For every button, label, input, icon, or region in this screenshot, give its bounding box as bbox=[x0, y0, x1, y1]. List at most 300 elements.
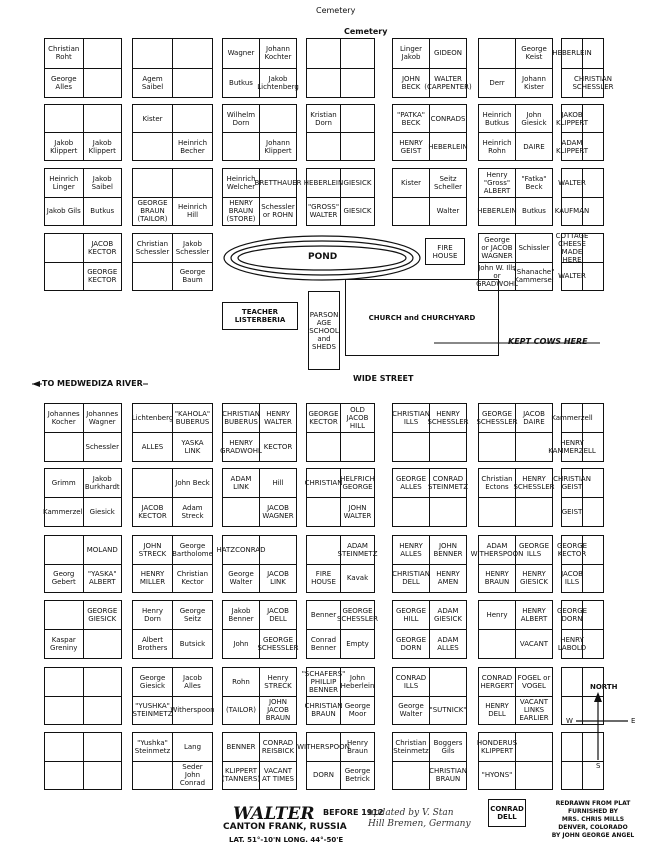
lot-owner: HELFRICH GEORGE bbox=[340, 475, 375, 491]
lot-cell bbox=[172, 68, 213, 99]
pond-label: POND bbox=[308, 252, 338, 262]
lot-cell bbox=[306, 535, 341, 565]
lot-owner: MOLAND bbox=[86, 545, 118, 554]
lot-owner: Jakob Lichtenberg bbox=[257, 74, 299, 91]
lot-cell bbox=[556, 600, 588, 630]
lot-cell bbox=[478, 696, 516, 726]
lot-cell bbox=[83, 168, 123, 198]
lot-owner: Kister bbox=[400, 178, 422, 187]
teacher-box: TEACHER LISTERBERIA bbox=[222, 302, 298, 330]
lot-cell bbox=[222, 761, 260, 791]
lot-cell bbox=[44, 403, 84, 433]
lot-cell bbox=[83, 600, 123, 630]
lot-cell bbox=[83, 432, 123, 462]
lot-owner: GEORGE SCHESSLER bbox=[476, 410, 518, 426]
compass-east: E bbox=[631, 717, 636, 725]
lot-cell bbox=[340, 432, 375, 462]
lot-owner: HENRY DELL bbox=[485, 702, 509, 719]
lot-cell bbox=[132, 233, 173, 263]
lot-cell bbox=[555, 104, 589, 133]
lot-cell bbox=[306, 600, 341, 630]
lot-owner: Witherspoon bbox=[170, 706, 215, 715]
lot-owner: HENRY AMEN bbox=[436, 570, 460, 587]
lot-cell bbox=[340, 168, 375, 198]
lot-owner: Walter bbox=[436, 207, 460, 216]
lot-owner: Kristian Dorn bbox=[310, 110, 337, 127]
lot-cell bbox=[337, 535, 378, 565]
lot-cell bbox=[557, 629, 587, 659]
lot-cell bbox=[306, 197, 341, 227]
lot-owner: HENRY MILLER bbox=[139, 570, 166, 587]
lot-cell bbox=[222, 600, 260, 630]
lot-cell bbox=[44, 197, 84, 227]
lot-cell bbox=[132, 168, 173, 198]
lot-cell bbox=[222, 667, 260, 697]
lot-owner: "Shanache" Kammersel bbox=[513, 268, 555, 285]
lot-cell bbox=[515, 535, 553, 565]
lot-cell bbox=[340, 403, 375, 433]
lot-cell bbox=[172, 432, 213, 462]
lot-cell bbox=[259, 600, 297, 630]
lot-cell bbox=[306, 403, 341, 433]
lot-owner: "Yushka" Steinmetz bbox=[134, 738, 171, 755]
lot-owner: VACANT AT TIMES bbox=[262, 767, 294, 784]
lot-cell bbox=[429, 667, 467, 697]
lot-owner: GEORGE SCHESSLER bbox=[257, 636, 299, 652]
lot-cell bbox=[306, 497, 341, 527]
lot-owner: HATZCONRAD bbox=[216, 545, 266, 554]
lot-cell bbox=[429, 38, 467, 69]
lot-cell bbox=[44, 629, 84, 659]
lot-cell bbox=[83, 104, 123, 133]
lot-owner: KECTOR bbox=[263, 443, 293, 451]
lot-cell bbox=[429, 564, 467, 594]
lot-cell bbox=[478, 761, 516, 791]
lot-cell bbox=[429, 197, 467, 227]
lot-cell bbox=[132, 468, 173, 498]
lot-owner: Schissler bbox=[518, 243, 550, 252]
lot-owner: FOGEL or VOGEL bbox=[517, 673, 551, 690]
lot-cell bbox=[172, 104, 213, 133]
lot-cell bbox=[172, 600, 213, 630]
lot-owner: "SCHAFERS" PHILLIP BENNER bbox=[301, 669, 346, 694]
lot-cell bbox=[44, 696, 84, 726]
lot-owner: George Walter bbox=[398, 702, 424, 719]
lot-owner: WALTER (CARPENTER) bbox=[424, 74, 472, 91]
lot-owner: George Keist bbox=[521, 45, 547, 62]
lot-cell bbox=[470, 535, 524, 565]
lot-owner: DORN bbox=[313, 771, 334, 780]
lot-cell bbox=[172, 497, 213, 527]
lot-cell bbox=[561, 564, 583, 594]
lot-cell bbox=[392, 535, 430, 565]
lot-cell bbox=[44, 38, 84, 69]
lot-owner: Seder John Conrad bbox=[179, 763, 206, 788]
lot-owner: George or JACOB WAGNER bbox=[481, 235, 513, 260]
lot-cell bbox=[222, 564, 260, 594]
lot-cell bbox=[582, 629, 604, 659]
lot-cell bbox=[478, 629, 516, 659]
lot-cell bbox=[132, 667, 173, 697]
lot-cell bbox=[582, 696, 604, 726]
lot-owner: YASKA LINK bbox=[181, 439, 204, 455]
lot-cell bbox=[222, 497, 260, 527]
lot-cell bbox=[132, 761, 173, 791]
lot-owner: Georg Gebert bbox=[51, 570, 76, 587]
lot-owner: Henry "Gross" ALBERT bbox=[483, 170, 511, 195]
lot-owner: GEORGE DORN bbox=[395, 636, 427, 652]
lot-cell bbox=[515, 600, 553, 630]
credit-line-4: DENVER, COLORADO bbox=[558, 824, 628, 831]
compass-south: S bbox=[596, 762, 601, 770]
lot-cell bbox=[478, 38, 516, 69]
lot-owner: GEORGE KECTOR bbox=[87, 268, 118, 285]
lot-cell bbox=[582, 667, 604, 697]
lot-cell bbox=[222, 629, 260, 659]
lot-owner: CHRISTIAN BRAUN bbox=[304, 702, 343, 719]
lot-owner: JACOB ILLS bbox=[561, 570, 583, 587]
lot-cell bbox=[340, 468, 375, 498]
lot-owner: Heinrich Welcher bbox=[226, 174, 256, 191]
lot-owner: KAUFMAN bbox=[554, 207, 590, 216]
lot-cell bbox=[515, 564, 553, 594]
lot-cell bbox=[515, 197, 553, 227]
lot-cell bbox=[172, 564, 213, 594]
lot-cell bbox=[259, 732, 297, 762]
lot-owner: HENRY LABOLD bbox=[557, 636, 587, 652]
footer-place: CANTON FRANK, RUSSIA bbox=[223, 822, 347, 832]
lot-owner: Johann Kochter bbox=[264, 45, 292, 62]
lot-cell bbox=[561, 667, 583, 697]
lot-cell bbox=[132, 104, 173, 133]
lot-cell bbox=[556, 535, 588, 565]
lot-owner: GEORGE ILLS bbox=[518, 541, 550, 558]
lot-owner: Henry Dorn bbox=[141, 607, 164, 623]
lot-owner: HENRY SCHESSLER bbox=[427, 410, 469, 426]
lot-owner: Lichtenberg bbox=[131, 414, 174, 422]
lot-owner: George Bartholome bbox=[172, 541, 213, 558]
lot-cell bbox=[44, 497, 84, 527]
lot-owner: Schessler or ROHN bbox=[261, 203, 295, 220]
lot-owner: Kister bbox=[142, 114, 163, 123]
lot-owner: Linger Jakob bbox=[400, 45, 422, 62]
lot-cell bbox=[44, 233, 84, 263]
lot-owner: CONRAD ILLS bbox=[395, 673, 427, 690]
lot-cell bbox=[340, 104, 375, 133]
lot-owner: GEORGE HILL bbox=[395, 607, 427, 623]
lot-owner: George Betrick bbox=[344, 767, 371, 784]
lot-cell bbox=[429, 168, 467, 198]
lot-cell bbox=[429, 468, 467, 498]
lot-owner: JOHN BENNER bbox=[433, 541, 463, 558]
lot-cell bbox=[555, 231, 589, 264]
lot-cell bbox=[83, 564, 123, 594]
lot-owner: Albert Brothers bbox=[137, 636, 168, 652]
footer-title: WALTER bbox=[233, 804, 315, 824]
lot-cell bbox=[83, 233, 123, 263]
lot-cell bbox=[561, 732, 583, 762]
lot-owner: "KAHOLA" BUBERUS bbox=[174, 410, 211, 426]
lot-cell bbox=[515, 696, 553, 726]
lot-owner: "SUTNICK" bbox=[429, 706, 467, 715]
lot-owner: HENRY BRAUN (STORE) bbox=[226, 199, 256, 224]
lot-cell bbox=[548, 432, 596, 462]
lot-cell bbox=[424, 68, 472, 99]
lot-owner: Johannes Wagner bbox=[86, 410, 119, 426]
lot-cell bbox=[132, 262, 173, 292]
lot-cell bbox=[83, 468, 123, 498]
lot-cell bbox=[306, 132, 341, 161]
lot-cell bbox=[515, 761, 553, 791]
lot-owner: Schessler bbox=[85, 443, 119, 451]
lot-cell bbox=[222, 104, 260, 133]
lot-cell bbox=[259, 104, 297, 133]
lot-owner: Kammerzell bbox=[43, 508, 85, 516]
firehouse-box: FIRE HOUSE bbox=[425, 238, 465, 265]
lot-owner: ALLES bbox=[141, 443, 164, 451]
lot-cell bbox=[515, 629, 553, 659]
lot-owner: HENRY GRADWOHL bbox=[220, 439, 262, 455]
lot-cell bbox=[429, 732, 467, 762]
lot-owner: Kammerzell bbox=[551, 414, 593, 422]
lot-owner: Jakob Burkhardt bbox=[84, 475, 120, 491]
lot-cell bbox=[429, 600, 467, 630]
lot-cell bbox=[515, 732, 553, 762]
lot-cell bbox=[392, 732, 430, 762]
lot-cell bbox=[306, 432, 341, 462]
lot-cell bbox=[83, 68, 123, 99]
lot-cell bbox=[132, 432, 173, 462]
lot-owner: GEORGE ALLES bbox=[395, 475, 427, 491]
lot-cell bbox=[340, 732, 375, 762]
lot-owner: CONRAD REISBICK bbox=[261, 738, 295, 755]
lot-cell bbox=[172, 696, 213, 726]
lot-owner: HENRY BRAUN bbox=[484, 570, 510, 587]
lot-owner: Rohn bbox=[232, 677, 250, 686]
lot-cell bbox=[392, 197, 430, 227]
lot-owner: "PATKA" BECK bbox=[397, 110, 425, 127]
lot-cell bbox=[259, 68, 297, 99]
lot-owner: Empty bbox=[346, 640, 369, 648]
lot-cell bbox=[259, 761, 297, 791]
lot-owner: Kavak bbox=[346, 574, 369, 583]
lot-cell bbox=[44, 667, 84, 697]
lot-owner: Adam Streck bbox=[181, 504, 204, 520]
lot-owner: CHRISTIAN bbox=[304, 479, 343, 487]
lot-cell bbox=[515, 68, 553, 99]
lot-cell bbox=[582, 262, 604, 292]
lot-cell bbox=[172, 761, 213, 791]
lot-cell bbox=[222, 696, 260, 726]
lot-cell bbox=[259, 535, 297, 565]
lot-cell bbox=[336, 600, 379, 630]
lot-cell bbox=[392, 600, 430, 630]
lot-cell bbox=[478, 233, 516, 263]
lot-owner: GEORGE KECTOR bbox=[556, 541, 588, 558]
lot-owner: John Giesick bbox=[521, 110, 547, 127]
lot-owner: Hill bbox=[272, 479, 284, 487]
lot-owner: John bbox=[233, 640, 249, 648]
lot-cell bbox=[132, 600, 173, 630]
lot-cell bbox=[44, 104, 84, 133]
lot-cell bbox=[582, 564, 604, 594]
credit-line-2: FURNISHED BY bbox=[568, 808, 618, 815]
lot-owner: HEBERLEIN bbox=[552, 49, 592, 58]
lot-cell bbox=[132, 696, 173, 726]
lot-owner: "YASKA" ALBERT bbox=[87, 570, 117, 587]
lot-owner: JACOB KECTOR bbox=[87, 239, 117, 256]
lot-cell bbox=[44, 535, 84, 565]
lot-cell bbox=[172, 262, 213, 292]
lot-cell bbox=[392, 497, 430, 527]
lot-owner: GIESICK bbox=[343, 207, 372, 216]
lot-cell bbox=[259, 432, 297, 462]
lot-owner: CHRISTIAN SCHESSLER bbox=[572, 74, 614, 91]
lot-owner: George Giesick bbox=[139, 673, 166, 690]
lot-cell bbox=[259, 403, 297, 433]
lot-cell bbox=[306, 696, 341, 726]
lot-cell bbox=[172, 629, 213, 659]
lot-cell bbox=[582, 104, 604, 133]
lot-owner: KLIPPERT (TANNERS) bbox=[221, 767, 261, 784]
lot-cell bbox=[172, 732, 213, 762]
lot-owner: GEIST bbox=[561, 508, 583, 516]
lot-cell bbox=[306, 104, 341, 133]
lot-cell bbox=[222, 403, 260, 433]
lot-cell bbox=[44, 600, 84, 630]
lot-owner: Johann Klippert bbox=[264, 138, 292, 155]
lot-cell bbox=[429, 696, 467, 726]
lot-owner: John Heberlein bbox=[340, 673, 375, 690]
lot-owner: GEORGE BRAUN (TAILOR) bbox=[137, 199, 168, 224]
lot-cell bbox=[297, 732, 350, 762]
lot-cell bbox=[515, 667, 553, 697]
lot-cell bbox=[132, 132, 173, 161]
lot-cell bbox=[582, 233, 604, 263]
lot-cell bbox=[392, 403, 430, 433]
lot-cell bbox=[83, 629, 123, 659]
lot-cell bbox=[306, 68, 341, 99]
lot-cell bbox=[515, 468, 553, 498]
lot-cell bbox=[515, 233, 553, 263]
lot-cell bbox=[306, 468, 341, 498]
lot-cell bbox=[172, 403, 213, 433]
lot-owner: Benner bbox=[310, 611, 337, 619]
lot-cell bbox=[582, 403, 604, 433]
lot-owner: Henry bbox=[486, 611, 508, 619]
lot-cell bbox=[44, 132, 84, 161]
credit-line-5: BY JOHN GEORGE ANGEL bbox=[551, 832, 635, 839]
lot-cell bbox=[172, 233, 213, 263]
lot-cell bbox=[429, 629, 467, 659]
lot-cell bbox=[340, 629, 375, 659]
lot-owner: Christian Ectons bbox=[481, 475, 513, 491]
lot-cell bbox=[478, 564, 516, 594]
lot-owner: CHRISTIAN BUBERUS bbox=[222, 410, 260, 426]
lot-cell bbox=[478, 732, 516, 762]
lot-cell bbox=[44, 732, 84, 762]
lot-owner: Kaspar Greniny bbox=[50, 636, 78, 652]
lot-cell bbox=[582, 600, 604, 630]
lot-owner: George Alles bbox=[50, 74, 77, 91]
lot-cell bbox=[582, 468, 604, 498]
lot-cell bbox=[259, 197, 297, 227]
lot-owner: HENRY ALLES bbox=[399, 541, 423, 558]
lot-cell bbox=[515, 497, 553, 527]
lot-cell bbox=[392, 696, 430, 726]
lot-cell bbox=[306, 38, 341, 69]
lot-owner: HENRY GIESICK bbox=[520, 570, 548, 587]
lot-owner: GIESICK bbox=[343, 178, 372, 187]
lot-owner: "YUSHKA" STEINMETZ bbox=[132, 702, 173, 719]
lot-owner: Butsick bbox=[179, 640, 206, 648]
lot-cell bbox=[132, 732, 173, 762]
lot-cell bbox=[392, 761, 430, 791]
lot-owner: HEBERLEIN bbox=[303, 178, 344, 187]
lot-cell bbox=[582, 38, 604, 69]
lot-cell bbox=[306, 629, 341, 659]
lot-cell bbox=[259, 497, 297, 527]
lot-cell bbox=[83, 262, 123, 292]
compass-west: W bbox=[566, 717, 573, 725]
lot-cell bbox=[222, 132, 260, 161]
lot-owner: ADAM ALLES bbox=[437, 636, 459, 652]
lot-cell bbox=[392, 104, 430, 133]
lot-owner: Jakob Klippert bbox=[50, 138, 78, 155]
lot-cell bbox=[254, 168, 302, 198]
lot-cell bbox=[392, 667, 430, 697]
lot-cell bbox=[515, 132, 553, 161]
lot-owner: Christian Roht bbox=[48, 45, 80, 62]
river-label: TO MEDWEDIZA RIVER bbox=[42, 379, 143, 388]
lot-cell bbox=[478, 104, 516, 133]
lot-cell bbox=[392, 468, 430, 498]
lot-owner: George Moor bbox=[344, 702, 371, 719]
lot-owner: HEBERLEIN bbox=[428, 142, 468, 151]
lot-owner: Derr bbox=[489, 78, 505, 87]
lot-cell bbox=[429, 104, 467, 133]
lot-cell bbox=[259, 564, 297, 594]
lot-cell bbox=[582, 497, 604, 527]
lot-owner: Christian Schessler bbox=[135, 239, 170, 256]
lot-cell bbox=[306, 761, 341, 791]
lot-cell bbox=[515, 262, 553, 292]
lot-cell bbox=[259, 468, 297, 498]
lot-owner: George Seitz bbox=[179, 607, 206, 623]
lot-owner: Giesick bbox=[89, 508, 115, 516]
footer-coords: LAT. 51°-10'N LONG. 44°-50'E bbox=[229, 836, 344, 844]
lot-cell bbox=[222, 468, 260, 498]
lot-cell bbox=[340, 38, 375, 69]
lot-cell bbox=[340, 497, 375, 527]
lot-cell bbox=[301, 667, 346, 697]
credit-line-1: REDRAWN FROM PLAT bbox=[555, 800, 631, 807]
lot-owner: Conrad Benner bbox=[310, 636, 337, 652]
lot-owner: JACOB KECTOR bbox=[138, 504, 167, 520]
lot-cell bbox=[222, 732, 260, 762]
lot-cell bbox=[222, 197, 260, 227]
lot-cell bbox=[44, 168, 84, 198]
lot-cell bbox=[478, 497, 516, 527]
lot-cell bbox=[572, 68, 614, 99]
parsonage-box: PARSON AGE SCHOOL and SHEDS bbox=[308, 291, 340, 370]
lot-owner: OLD JACOB HILL bbox=[346, 406, 369, 430]
lot-cell bbox=[561, 497, 583, 527]
lot-cell bbox=[340, 667, 375, 697]
lot-cell bbox=[44, 262, 84, 292]
lot-owner: JACOB LINK bbox=[267, 570, 289, 587]
lot-owner: HENRY WALTER bbox=[264, 410, 292, 426]
